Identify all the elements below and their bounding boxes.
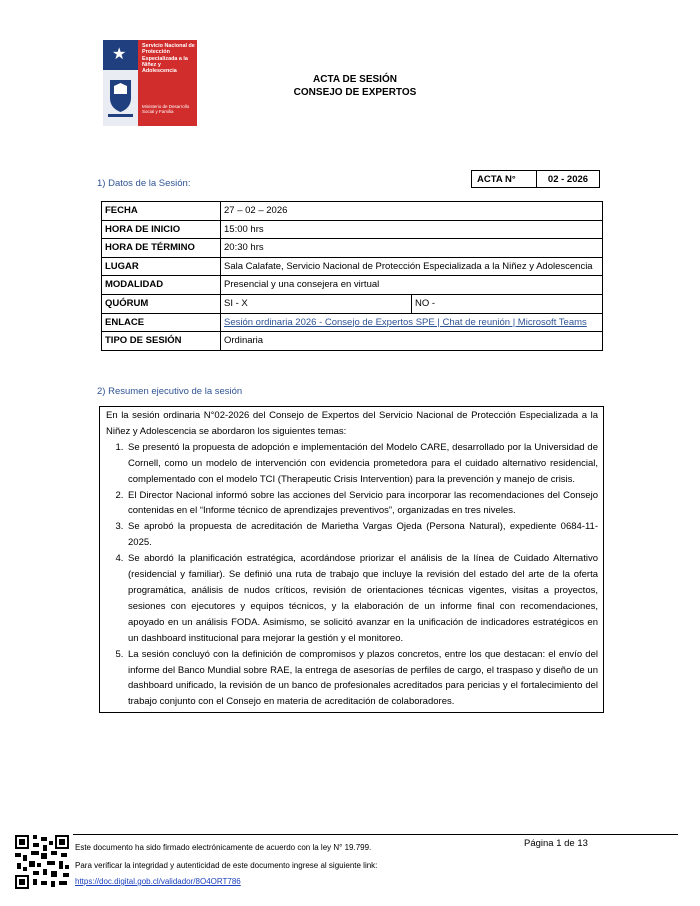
summary-topic-list	[106, 440, 598, 710]
title-line-1: ACTA DE SESIÓN	[313, 74, 397, 85]
flag-blue-field	[103, 40, 138, 70]
table-row	[102, 220, 603, 239]
table-row	[102, 257, 603, 276]
modalidad-label: MODALIDAD	[102, 276, 221, 295]
page-number: Página 1 de 13	[524, 838, 588, 849]
footer-divider	[73, 834, 678, 835]
lugar-label: LUGAR	[102, 257, 221, 276]
document-title	[250, 73, 460, 99]
verification-link[interactable]: https://doc.digital.gob.cl/validador/8O4ORT786	[75, 877, 241, 886]
table-row	[102, 276, 603, 295]
modalidad-value: Presencial y una consejera en virtual	[221, 276, 603, 295]
lugar-value: Sala Calafate, Servicio Nacional de Protección Especializada a la Niñez y Adolescencia	[221, 257, 603, 276]
table-row	[102, 313, 603, 332]
session-data-table	[101, 201, 603, 351]
section-heading-datos: 1) Datos de la Sesión:	[97, 178, 191, 189]
list-item: 3. Se aprobó la propuesta de acreditación de Marietha Vargas Ojeda (Persona Natural), expediente 0684-11-2025.	[126, 519, 598, 551]
executive-summary-box	[99, 406, 604, 713]
hora-termino-value: 20:30 hrs	[221, 239, 603, 258]
tipo-sesion-value: Ordinaria	[221, 332, 603, 351]
list-item: 4. Se abordó la planificación estratégica, acordándose priorizar el análisis de la línea de Cuidado Alternativo (residencial y familiar). Se definió una ruta de trabajo que incluye la revisión del estado del arte de la oferta programática, análisis de nudos críticos, revisión de orientaciones técnicas vigentes, visitas a proyectos, sesiones con ejecutores y equipos técnicos, y la elaboración de un informe final con recomendaciones, apoyado en un análisis FODA. Asimismo, se solicitó avanzar en la unificación de indicadores estratégicos en un dashboard institucional para mejorar la gestión y el monitoreo.	[126, 551, 598, 646]
summary-intro: En la sesión ordinaria N°02-2026 del Consejo de Expertos del Servicio Nacional de Protección Especializada a la Niñez y Adolescencia se abordaron los siguientes temas:	[106, 410, 598, 437]
hora-inicio-label: HORA DE INICIO	[102, 220, 221, 239]
list-item: 2. El Director Nacional informó sobre las acciones del Servicio para incorporar las recomendaciones del Consejo contenidas en el “Informe técnico de aprendizajes preventivos”, organizadas en tres niveles.	[126, 488, 598, 520]
table-row	[102, 239, 603, 258]
quorum-si: SI - X	[221, 294, 412, 313]
acta-number: 02 - 2026	[537, 171, 600, 188]
fecha-value: 27 – 02 – 2026	[221, 202, 603, 221]
list-item: 1. Se presentó la propuesta de adopción e implementación del Modelo CARE, desarrollado por la Universidad de Cornell, como un modelo de intervención con evidencia prometedora para el cuidado alternativo residencial, complementado con el modelo TCI (Therapeutic Crisis Intervention) para la prevención y manejo de crisis.	[126, 440, 598, 488]
teams-meeting-link[interactable]: Sesión ordinaria 2026 - Consejo de Expertos SPE | Chat de reunión | Microsoft Teams	[224, 316, 587, 328]
title-line-2: CONSEJO DE EXPERTOS	[293, 87, 417, 98]
section-heading-resumen: 2) Resumen ejecutivo de la sesión	[97, 386, 243, 397]
logo-org-name: Servicio Nacional de Protección Especializada a la Niñez y Adolescencia	[142, 43, 195, 75]
enlace-label: ENLACE	[102, 313, 221, 332]
hora-inicio-value: 15:00 hrs	[221, 220, 603, 239]
table-row	[102, 332, 603, 351]
footer-verification-note: Para verificar la integridad y autenticidad de este documento ingrese al siguiente link:	[75, 861, 378, 870]
table-row	[102, 202, 603, 221]
institution-logo	[103, 40, 197, 126]
tipo-sesion-label: TIPO DE SESIÓN	[102, 332, 221, 351]
logo-ministry-name: Ministerio de Desarrollo Social y Familia	[142, 104, 190, 115]
acta-number-box	[471, 170, 600, 188]
coat-of-arms-icon	[103, 70, 138, 126]
list-item: 5. La sesión concluyó con la definición de compromisos y plazos concretos, entre los que destacan: el envío del informe del Banco Mundial sobre RAE, la entrega de asesorías de perfiles de cargo, el traspaso y diseño de un dashboard unificado, la revisión de un banco de profesionales acreditados para pericias y el fortalecimiento del trabajo conjunto con el Consejo en materia de acreditación de colaboradores.	[126, 647, 598, 711]
enlace-cell	[221, 313, 603, 332]
fecha-label: FECHA	[102, 202, 221, 221]
footer-signature-note: Este documento ha sido firmado electrónicamente de acuerdo con la ley N° 19.799.	[75, 843, 372, 852]
quorum-no: NO -	[412, 294, 603, 313]
quorum-label: QUÓRUM	[102, 294, 221, 313]
qr-code-icon	[15, 835, 69, 889]
acta-label: ACTA N°	[472, 171, 537, 188]
table-row	[102, 294, 603, 313]
hora-termino-label: HORA DE TÉRMINO	[102, 239, 221, 258]
star-icon: ★	[112, 46, 127, 63]
